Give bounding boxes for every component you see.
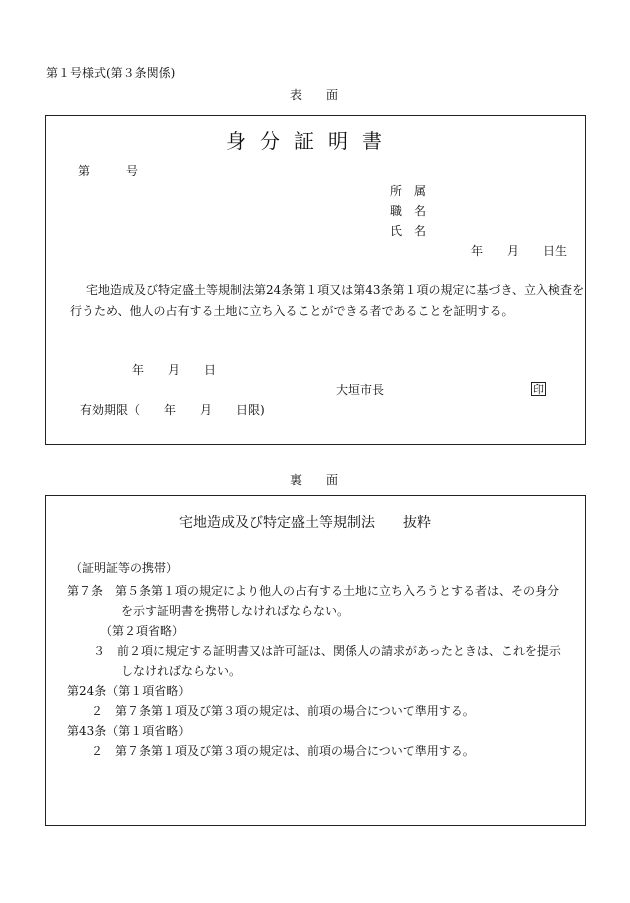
affiliation-label: 所 属 [390, 184, 427, 198]
excerpt-line: しなければならない。 [121, 664, 242, 678]
excerpt-line: ２ 第７条第１項及び第３項の規定は、前項の場合について準用する。 [91, 744, 475, 758]
certificate-title: 身分証明書 [226, 129, 396, 153]
excerpt-line: （証明証等の携帯） [70, 561, 179, 575]
name-label: 氏 名 [390, 224, 427, 238]
excerpt-line: 第24条（第１項省略） [67, 684, 191, 698]
certificate-body-line-2: 行うため、他人の占有する土地に立ち入ることができる者であることを証明する。 [70, 304, 514, 318]
birthdate-label: 年 月 日生 [471, 244, 568, 258]
excerpt-line: 第７条 第５条第１項の規定により他人の占有する土地に立ち入ろうとする者は、その身分 [67, 584, 560, 598]
issuer-name: 大垣市長 [336, 383, 385, 397]
excerpt-title: 宅地造成及び特定盛土等規制法 抜粋 [179, 515, 431, 531]
excerpt-line: （第２項省略） [100, 624, 185, 638]
validity-label: 有効期限（ 年 月 日限) [80, 403, 265, 417]
back-excerpt [45, 495, 586, 826]
back-heading: 裏 面 [290, 473, 339, 487]
excerpt-line: を示す証明書を携帯しなければならない。 [121, 604, 350, 618]
excerpt-line: ３ 前２項に規定する証明書又は許可証は、関係人の請求があったときは、これを提示 [93, 644, 561, 658]
certificate-number-label: 第 号 [78, 164, 139, 178]
position-label: 職 名 [390, 204, 427, 218]
form-label: 第１号様式(第３条関係) [46, 66, 176, 80]
excerpt-line: ２ 第７条第１項及び第３項の規定は、前項の場合について準用する。 [91, 704, 475, 718]
issue-date-label: 年 月 日 [132, 363, 217, 377]
front-certificate [45, 115, 586, 445]
front-heading: 表 面 [290, 88, 339, 102]
seal-mark: 印 [533, 383, 544, 396]
excerpt-line: 第43条（第１項省略） [67, 724, 191, 738]
certificate-body-line-1: 宅地造成及び特定盛土等規制法第24条第１項又は第43条第１項の規定に基づき、立入検査を [86, 283, 585, 297]
